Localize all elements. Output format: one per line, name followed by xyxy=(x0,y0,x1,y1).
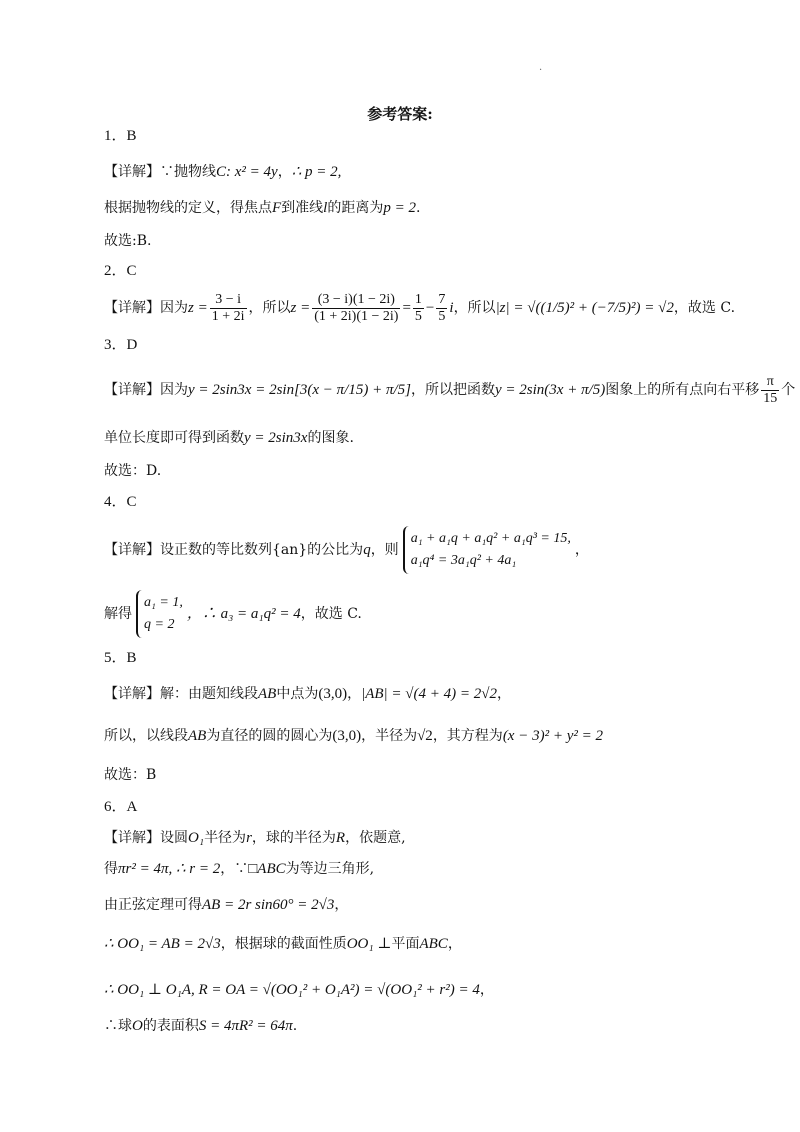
math: AB xyxy=(258,686,277,702)
answer-6-line-6 xyxy=(104,1016,297,1036)
numerator: 7 xyxy=(438,291,446,307)
math: ABC xyxy=(419,936,448,952)
text: ，依题意, xyxy=(345,830,406,846)
answer-6-line-4 xyxy=(104,934,462,954)
text: ， xyxy=(347,686,362,702)
answer-3-line-3: 故选：D. xyxy=(104,463,162,479)
text: 解得 xyxy=(104,606,132,622)
answer-5-line-3: 故选：B xyxy=(104,767,157,783)
answer-1-line-2 xyxy=(104,198,420,218)
denominator: 15 xyxy=(763,390,778,406)
text: 由正弦定理可得 xyxy=(104,897,202,913)
text: ， xyxy=(496,686,511,702)
text: ∵抛物线 xyxy=(160,164,216,180)
math: z = xyxy=(188,300,208,316)
math: y = 2sin3x xyxy=(244,430,308,446)
answer-4-line-1 xyxy=(104,525,589,575)
solution-system xyxy=(136,590,183,638)
text: 单位长度即可得到函数 xyxy=(104,430,244,446)
text: 的表面积 xyxy=(142,1018,199,1034)
math: y = 2sin(3x + π/5) xyxy=(495,382,606,398)
denominator: 5 xyxy=(414,308,422,324)
text: ，所以 xyxy=(248,300,291,316)
text: ，则 xyxy=(370,542,399,558)
math: = xyxy=(402,300,411,316)
answer-6-label: 6．A xyxy=(104,799,138,815)
math: z = xyxy=(290,300,311,316)
numerator: 1 xyxy=(414,291,422,307)
text: ，半径为 xyxy=(361,728,418,744)
math: − xyxy=(425,300,435,316)
text: ，故选 C. xyxy=(673,300,736,316)
answer-6-line-5 xyxy=(104,980,494,1000)
text: ，其方程为 xyxy=(432,728,503,744)
math: πr² = 4π, ∴ r = 2 xyxy=(118,861,221,877)
denominator: 1 + 2i xyxy=(211,308,245,324)
text: ，根据球的截面性质 xyxy=(220,936,347,952)
text: ∴球 xyxy=(104,1018,132,1034)
math: O₁ xyxy=(188,830,205,846)
equation: a₁ + a₁q + a₁q² + a₁q³ = 15, xyxy=(410,531,571,546)
math: ∴ p = 2, xyxy=(291,164,342,180)
text: ，球的半径为 xyxy=(251,830,336,846)
detail-tag: 【详解】 xyxy=(104,300,160,316)
text: ，所以把函数 xyxy=(411,382,496,398)
text: 图象上的所有点向右平移 xyxy=(605,382,760,398)
numerator: π xyxy=(761,374,779,391)
math: AB xyxy=(188,728,207,744)
fraction xyxy=(210,292,247,325)
text: ， xyxy=(447,936,462,952)
equation-system xyxy=(403,526,571,574)
text: 半径为 xyxy=(204,830,247,846)
answer-5-label: 5．B xyxy=(104,650,137,666)
answer-1-line-3: 故选:B. xyxy=(104,233,152,249)
text: . xyxy=(292,1018,298,1034)
answer-1-label: 1．B xyxy=(104,128,137,144)
answer-5-line-2 xyxy=(104,726,603,746)
math: p = 2 xyxy=(383,200,416,216)
text: ，∵ xyxy=(220,861,249,877)
equation: a₁q⁴ = 3a₁q² + 4a₁ xyxy=(410,553,517,568)
math: y = 2sin3x = 2sin[3(x − π/15) + π/5] xyxy=(188,382,412,398)
text: . xyxy=(415,200,421,216)
math: |z| = √((1/5)² + (−7/5)²) = √2 xyxy=(495,300,674,316)
math: (3,0) xyxy=(332,728,362,744)
answer-2-line-1 xyxy=(104,290,735,326)
text: 设正数的等比数列{an}的公比为 xyxy=(160,542,364,558)
math: r xyxy=(246,830,252,846)
text: 个 xyxy=(781,382,796,398)
fraction xyxy=(761,374,779,407)
denominator: 5 xyxy=(438,308,446,324)
answer-6-line-1 xyxy=(104,828,406,848)
math: |AB| = √(4 + 4) = 2√2 xyxy=(361,686,497,702)
answer-5-line-1 xyxy=(104,684,511,704)
answer-2-label: 2．C xyxy=(104,263,137,279)
page-marker: . xyxy=(539,62,543,73)
text: 得 xyxy=(104,861,118,877)
answer-3-label: 3．D xyxy=(104,337,138,353)
numerator: (3 − i)(1 − 2i) xyxy=(312,292,400,309)
math: ∴ OO₁ ⊥ O₁A, R = OA = √(OO₁² + O₁A²) = √(OO₁² + r²) = 4 xyxy=(104,982,480,998)
fraction xyxy=(436,292,447,325)
math: □ABC xyxy=(248,861,286,877)
answer-4-label: 4．C xyxy=(104,494,137,510)
text: 因为 xyxy=(160,382,188,398)
equation: a₁ = 1, xyxy=(144,595,183,610)
text: 到准线 xyxy=(281,200,324,216)
text: ， xyxy=(277,164,292,180)
numerator: 3 − i xyxy=(210,292,247,309)
text: ， xyxy=(334,897,349,913)
text: 为直径的圆的圆心为 xyxy=(206,728,333,744)
fraction xyxy=(413,292,424,325)
text: ，所以 xyxy=(453,300,496,316)
text: ， xyxy=(574,542,589,558)
text: ， xyxy=(479,982,494,998)
math: C: x² = 4y xyxy=(216,164,278,180)
page-title: 参考答案: xyxy=(367,105,433,123)
text: 解：由题知线段 xyxy=(160,686,258,702)
fraction xyxy=(312,292,400,325)
detail-tag: 【详解】 xyxy=(104,542,160,558)
answer-3-line-2 xyxy=(104,428,354,448)
text: 根据抛物线的定义，得焦点 xyxy=(104,200,272,216)
denominator: (1 + 2i)(1 − 2i) xyxy=(314,308,399,324)
math: l xyxy=(323,200,328,216)
math: (3,0) xyxy=(318,686,348,702)
equation: q = 2 xyxy=(144,617,175,632)
answer-4-line-2 xyxy=(104,589,362,639)
math: AB = 2r sin60° = 2√3 xyxy=(202,897,335,913)
text: ，故选 C. xyxy=(300,606,362,622)
detail-tag: 【详解】 xyxy=(104,164,160,180)
answer-6-line-2 xyxy=(104,859,374,879)
text: 中点为 xyxy=(276,686,319,702)
math: ，∴ a₃ = a₁q² = 4 xyxy=(186,606,301,622)
text: 的距离为 xyxy=(327,200,384,216)
answer-3-line-1 xyxy=(104,372,795,408)
math: (x − 3)² + y² = 2 xyxy=(502,728,603,744)
text: 设圆 xyxy=(160,830,188,846)
math: S = 4πR² = 64π xyxy=(198,1018,293,1034)
detail-tag: 【详解】 xyxy=(104,382,160,398)
text: 为等边三角形, xyxy=(285,861,375,877)
text: 因为 xyxy=(160,300,188,316)
text: 的图象. xyxy=(307,430,354,446)
answer-1-line-1 xyxy=(104,162,341,182)
detail-tag: 【详解】 xyxy=(104,830,160,846)
math: F xyxy=(272,200,282,216)
math: √2 xyxy=(417,728,433,744)
math: OO₁ ⊥ xyxy=(346,936,392,952)
math: ∴ OO₁ = AB = 2√3 xyxy=(104,936,221,952)
detail-tag: 【详解】 xyxy=(104,686,160,702)
math: q xyxy=(363,542,371,558)
math: R xyxy=(335,830,346,846)
math: i xyxy=(449,300,454,316)
answer-6-line-3 xyxy=(104,895,348,915)
text: 所以，以线段 xyxy=(104,728,188,744)
text: 平面 xyxy=(391,936,420,952)
math: O xyxy=(132,1018,143,1034)
